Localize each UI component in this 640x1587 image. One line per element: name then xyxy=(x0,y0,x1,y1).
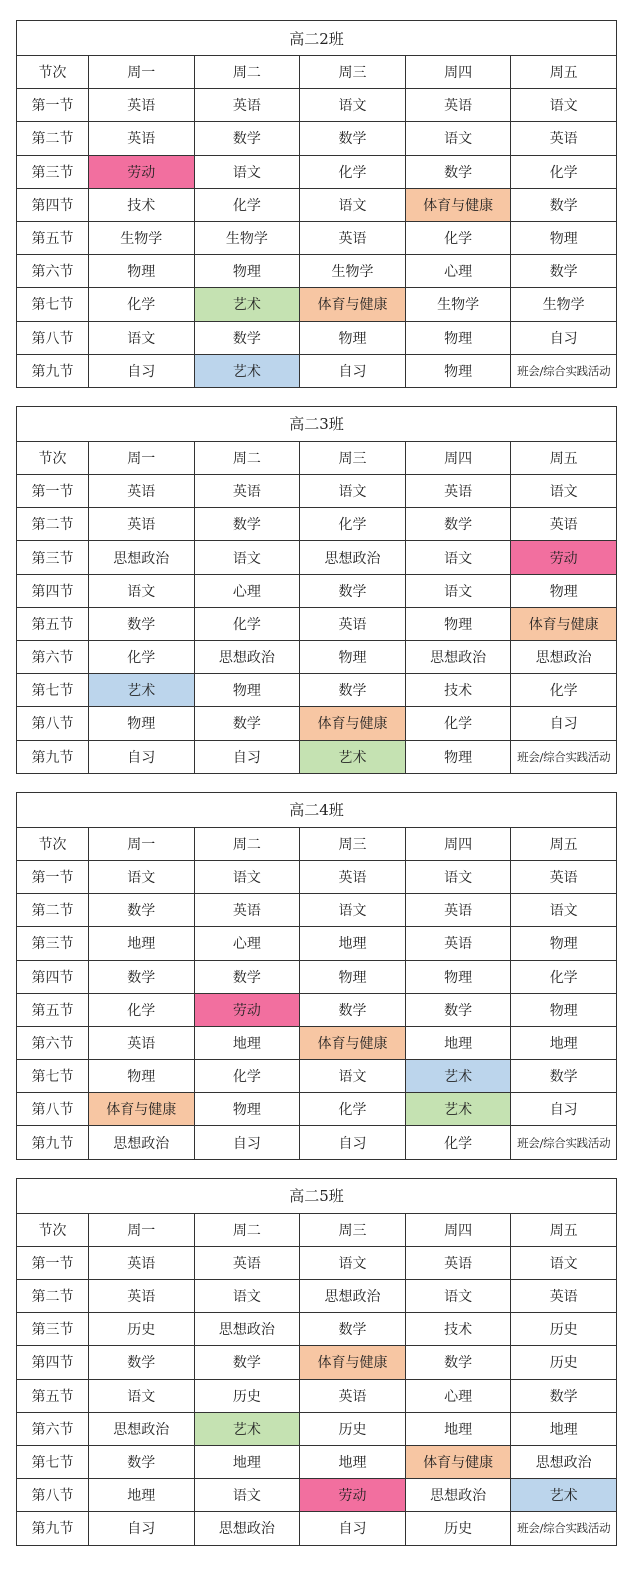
subject-cell: 数学 xyxy=(300,574,406,607)
header-period: 节次 xyxy=(17,441,89,474)
subject-cell: 艺术 xyxy=(405,1060,511,1093)
subject-cell: 地理 xyxy=(194,1026,300,1059)
timetable-class-2 xyxy=(16,406,617,774)
subject-cell: 艺术 xyxy=(89,674,195,707)
subject-cell: 劳动 xyxy=(511,541,617,574)
subject-cell: 思想政治 xyxy=(300,541,406,574)
subject-cell: 地理 xyxy=(405,1412,511,1445)
subject-cell: 自习 xyxy=(511,321,617,354)
period-label: 第四节 xyxy=(17,574,89,607)
period-label: 第七节 xyxy=(17,288,89,321)
subject-cell: 语文 xyxy=(511,475,617,508)
period-label: 第二节 xyxy=(17,508,89,541)
subject-cell: 化学 xyxy=(300,508,406,541)
subject-cell: 地理 xyxy=(89,927,195,960)
subject-cell: 英语 xyxy=(89,1246,195,1279)
subject-cell: 生物学 xyxy=(511,288,617,321)
period-label: 第四节 xyxy=(17,188,89,221)
subject-cell: 思想政治 xyxy=(194,641,300,674)
period-label: 第九节 xyxy=(17,1512,89,1545)
table-row xyxy=(17,927,617,960)
table-row xyxy=(17,1445,617,1478)
subject-cell: 思想政治 xyxy=(89,1126,195,1159)
subject-cell: 物理 xyxy=(300,641,406,674)
subject-cell: 数学 xyxy=(511,1379,617,1412)
table-row xyxy=(17,1280,617,1313)
header-day: 周四 xyxy=(405,441,511,474)
period-label: 第五节 xyxy=(17,993,89,1026)
subject-cell: 化学 xyxy=(89,993,195,1026)
subject-cell: 数学 xyxy=(511,255,617,288)
subject-cell: 英语 xyxy=(89,1280,195,1313)
subject-cell: 物理 xyxy=(405,321,511,354)
table-row xyxy=(17,1060,617,1093)
subject-cell: 自习 xyxy=(300,1512,406,1545)
subject-cell: 语文 xyxy=(300,475,406,508)
timetable-class-4 xyxy=(16,1178,617,1546)
table-row xyxy=(17,221,617,254)
subject-cell: 思想政治 xyxy=(405,641,511,674)
header-row xyxy=(17,827,617,860)
subject-cell: 语文 xyxy=(511,89,617,122)
subject-cell: 思想政治 xyxy=(511,1445,617,1478)
period-label: 第四节 xyxy=(17,1346,89,1379)
subject-cell: 英语 xyxy=(405,927,511,960)
subject-cell: 物理 xyxy=(405,607,511,640)
table-row xyxy=(17,607,617,640)
subject-cell: 物理 xyxy=(89,255,195,288)
table-row xyxy=(17,1126,617,1159)
header-row xyxy=(17,1213,617,1246)
subject-cell: 英语 xyxy=(300,1379,406,1412)
table-row xyxy=(17,740,617,773)
subject-cell: 语文 xyxy=(89,574,195,607)
subject-cell: 艺术 xyxy=(194,288,300,321)
subject-cell: 化学 xyxy=(194,188,300,221)
header-day: 周四 xyxy=(405,1213,511,1246)
table-row xyxy=(17,674,617,707)
subject-cell: 英语 xyxy=(511,122,617,155)
subject-cell: 技术 xyxy=(405,674,511,707)
subject-cell: 体育与健康 xyxy=(300,1026,406,1059)
table-row xyxy=(17,255,617,288)
period-label: 第七节 xyxy=(17,1445,89,1478)
subject-cell: 思想政治 xyxy=(194,1512,300,1545)
period-label: 第六节 xyxy=(17,1026,89,1059)
table-row xyxy=(17,993,617,1026)
subject-cell: 劳动 xyxy=(194,993,300,1026)
subject-cell: 生物学 xyxy=(300,255,406,288)
subject-cell: 数学 xyxy=(89,1346,195,1379)
subject-cell: 历史 xyxy=(511,1346,617,1379)
timetable-class-3 xyxy=(16,792,617,1160)
subject-cell: 物理 xyxy=(300,321,406,354)
subject-cell: 英语 xyxy=(194,894,300,927)
subject-cell: 心理 xyxy=(405,255,511,288)
period-label: 第三节 xyxy=(17,541,89,574)
header-day: 周三 xyxy=(300,1213,406,1246)
subject-cell: 语文 xyxy=(405,574,511,607)
period-label: 第三节 xyxy=(17,155,89,188)
class-title: 高二4班 xyxy=(17,792,617,827)
subject-cell: 体育与健康 xyxy=(511,607,617,640)
period-label: 第三节 xyxy=(17,927,89,960)
subject-cell: 心理 xyxy=(194,574,300,607)
subject-cell: 语文 xyxy=(300,188,406,221)
subject-cell: 思想政治 xyxy=(511,641,617,674)
subject-cell: 英语 xyxy=(300,860,406,893)
subject-cell: 艺术 xyxy=(405,1093,511,1126)
period-label: 第九节 xyxy=(17,1126,89,1159)
subject-cell: 劳动 xyxy=(89,155,195,188)
subject-cell: 思想政治 xyxy=(89,1412,195,1445)
subject-cell: 语文 xyxy=(194,541,300,574)
subject-cell: 英语 xyxy=(405,894,511,927)
table-row xyxy=(17,860,617,893)
subject-cell: 化学 xyxy=(405,1126,511,1159)
subject-cell: 心理 xyxy=(194,927,300,960)
table-row xyxy=(17,1379,617,1412)
table-row xyxy=(17,1512,617,1545)
subject-cell: 化学 xyxy=(511,155,617,188)
subject-cell: 数学 xyxy=(194,707,300,740)
subject-cell: 语文 xyxy=(300,1246,406,1279)
subject-cell: 体育与健康 xyxy=(300,707,406,740)
subject-cell: 地理 xyxy=(300,927,406,960)
header-day: 周二 xyxy=(194,441,300,474)
period-label: 第七节 xyxy=(17,674,89,707)
table-row xyxy=(17,1246,617,1279)
period-label: 第四节 xyxy=(17,960,89,993)
subject-cell: 英语 xyxy=(89,508,195,541)
subject-cell: 物理 xyxy=(194,1093,300,1126)
subject-cell: 数学 xyxy=(89,960,195,993)
subject-cell: 物理 xyxy=(405,740,511,773)
subject-cell: 语文 xyxy=(405,122,511,155)
header-day: 周二 xyxy=(194,827,300,860)
subject-cell: 物理 xyxy=(89,707,195,740)
subject-cell: 物理 xyxy=(89,1060,195,1093)
subject-cell: 自习 xyxy=(89,740,195,773)
header-day: 周四 xyxy=(405,56,511,89)
header-day: 周二 xyxy=(194,56,300,89)
subject-cell: 数学 xyxy=(194,122,300,155)
table-row xyxy=(17,288,617,321)
subject-cell: 自习 xyxy=(511,1093,617,1126)
header-day: 周五 xyxy=(511,1213,617,1246)
table-row xyxy=(17,321,617,354)
subject-cell: 心理 xyxy=(405,1379,511,1412)
subject-cell: 自习 xyxy=(89,1512,195,1545)
subject-cell: 语文 xyxy=(194,1479,300,1512)
subject-cell: 语文 xyxy=(511,894,617,927)
subject-cell: 班会/综合实践活动 xyxy=(511,740,617,773)
subject-cell: 体育与健康 xyxy=(300,288,406,321)
period-label: 第八节 xyxy=(17,321,89,354)
table-row xyxy=(17,1093,617,1126)
subject-cell: 语文 xyxy=(194,860,300,893)
subject-cell: 历史 xyxy=(511,1313,617,1346)
subject-cell: 数学 xyxy=(89,607,195,640)
period-label: 第二节 xyxy=(17,122,89,155)
period-label: 第二节 xyxy=(17,1280,89,1313)
subject-cell: 语文 xyxy=(300,1060,406,1093)
table-row xyxy=(17,1313,617,1346)
header-row xyxy=(17,441,617,474)
subject-cell: 数学 xyxy=(511,1060,617,1093)
header-day: 周一 xyxy=(89,827,195,860)
subject-cell: 地理 xyxy=(89,1479,195,1512)
period-label: 第一节 xyxy=(17,89,89,122)
table-row xyxy=(17,354,617,387)
subject-cell: 数学 xyxy=(405,508,511,541)
subject-cell: 生物学 xyxy=(89,221,195,254)
subject-cell: 英语 xyxy=(405,89,511,122)
subject-cell: 化学 xyxy=(300,155,406,188)
subject-cell: 自习 xyxy=(194,740,300,773)
subject-cell: 班会/综合实践活动 xyxy=(511,354,617,387)
period-label: 第五节 xyxy=(17,221,89,254)
subject-cell: 地理 xyxy=(511,1412,617,1445)
subject-cell: 语文 xyxy=(89,321,195,354)
subject-cell: 自习 xyxy=(300,1126,406,1159)
subject-cell: 英语 xyxy=(89,475,195,508)
header-row xyxy=(17,56,617,89)
subject-cell: 英语 xyxy=(511,508,617,541)
period-label: 第八节 xyxy=(17,1093,89,1126)
subject-cell: 自习 xyxy=(194,1126,300,1159)
period-label: 第五节 xyxy=(17,607,89,640)
subject-cell: 数学 xyxy=(194,1346,300,1379)
subject-cell: 语文 xyxy=(194,155,300,188)
header-period: 节次 xyxy=(17,827,89,860)
header-period: 节次 xyxy=(17,1213,89,1246)
table-row xyxy=(17,707,617,740)
subject-cell: 数学 xyxy=(89,1445,195,1478)
header-period: 节次 xyxy=(17,56,89,89)
timetables-container xyxy=(16,20,616,1564)
subject-cell: 艺术 xyxy=(194,354,300,387)
subject-cell: 体育与健康 xyxy=(300,1346,406,1379)
table-row xyxy=(17,641,617,674)
period-label: 第七节 xyxy=(17,1060,89,1093)
header-day: 周三 xyxy=(300,827,406,860)
header-day: 周一 xyxy=(89,56,195,89)
subject-cell: 英语 xyxy=(194,89,300,122)
subject-cell: 生物学 xyxy=(405,288,511,321)
subject-cell: 数学 xyxy=(300,122,406,155)
subject-cell: 自习 xyxy=(89,354,195,387)
subject-cell: 语文 xyxy=(89,1379,195,1412)
subject-cell: 化学 xyxy=(89,288,195,321)
subject-cell: 语文 xyxy=(300,894,406,927)
table-row xyxy=(17,1479,617,1512)
subject-cell: 语文 xyxy=(405,541,511,574)
subject-cell: 数学 xyxy=(405,1346,511,1379)
subject-cell: 数学 xyxy=(300,993,406,1026)
table-row xyxy=(17,541,617,574)
subject-cell: 艺术 xyxy=(511,1479,617,1512)
period-label: 第一节 xyxy=(17,860,89,893)
subject-cell: 物理 xyxy=(511,927,617,960)
subject-cell: 技术 xyxy=(405,1313,511,1346)
table-row xyxy=(17,574,617,607)
subject-cell: 语文 xyxy=(300,89,406,122)
table-row xyxy=(17,475,617,508)
subject-cell: 英语 xyxy=(89,122,195,155)
header-day: 周三 xyxy=(300,441,406,474)
subject-cell: 化学 xyxy=(194,1060,300,1093)
header-day: 周一 xyxy=(89,441,195,474)
subject-cell: 英语 xyxy=(511,860,617,893)
table-row xyxy=(17,894,617,927)
subject-cell: 地理 xyxy=(194,1445,300,1478)
table-row xyxy=(17,1412,617,1445)
header-day: 周二 xyxy=(194,1213,300,1246)
period-label: 第三节 xyxy=(17,1313,89,1346)
subject-cell: 体育与健康 xyxy=(405,1445,511,1478)
table-row xyxy=(17,188,617,221)
subject-cell: 数学 xyxy=(300,674,406,707)
subject-cell: 班会/综合实践活动 xyxy=(511,1512,617,1545)
table-row xyxy=(17,89,617,122)
period-label: 第九节 xyxy=(17,354,89,387)
header-day: 周四 xyxy=(405,827,511,860)
subject-cell: 语文 xyxy=(405,1280,511,1313)
table-row xyxy=(17,508,617,541)
header-day: 周五 xyxy=(511,441,617,474)
period-label: 第八节 xyxy=(17,1479,89,1512)
subject-cell: 数学 xyxy=(89,894,195,927)
header-day: 周一 xyxy=(89,1213,195,1246)
subject-cell: 地理 xyxy=(300,1445,406,1478)
subject-cell: 数学 xyxy=(405,155,511,188)
subject-cell: 物理 xyxy=(511,221,617,254)
subject-cell: 思想政治 xyxy=(194,1313,300,1346)
subject-cell: 化学 xyxy=(511,960,617,993)
table-row xyxy=(17,122,617,155)
period-label: 第六节 xyxy=(17,1412,89,1445)
class-title: 高二5班 xyxy=(17,1178,617,1213)
table-row xyxy=(17,960,617,993)
subject-cell: 历史 xyxy=(300,1412,406,1445)
subject-cell: 英语 xyxy=(405,475,511,508)
period-label: 第六节 xyxy=(17,255,89,288)
subject-cell: 数学 xyxy=(511,188,617,221)
subject-cell: 化学 xyxy=(405,221,511,254)
subject-cell: 英语 xyxy=(405,1246,511,1279)
class-title: 高二3班 xyxy=(17,406,617,441)
table-row xyxy=(17,1346,617,1379)
subject-cell: 英语 xyxy=(194,475,300,508)
subject-cell: 自习 xyxy=(300,354,406,387)
subject-cell: 英语 xyxy=(300,607,406,640)
subject-cell: 化学 xyxy=(89,641,195,674)
table-row xyxy=(17,1026,617,1059)
header-day: 周五 xyxy=(511,56,617,89)
period-label: 第九节 xyxy=(17,740,89,773)
subject-cell: 体育与健康 xyxy=(405,188,511,221)
subject-cell: 语文 xyxy=(89,860,195,893)
subject-cell: 语文 xyxy=(194,1280,300,1313)
subject-cell: 英语 xyxy=(511,1280,617,1313)
subject-cell: 历史 xyxy=(405,1512,511,1545)
period-label: 第一节 xyxy=(17,475,89,508)
period-label: 第八节 xyxy=(17,707,89,740)
subject-cell: 艺术 xyxy=(194,1412,300,1445)
subject-cell: 语文 xyxy=(511,1246,617,1279)
subject-cell: 化学 xyxy=(194,607,300,640)
subject-cell: 语文 xyxy=(405,860,511,893)
subject-cell: 劳动 xyxy=(300,1479,406,1512)
header-day: 周五 xyxy=(511,827,617,860)
subject-cell: 思想政治 xyxy=(89,541,195,574)
subject-cell: 物理 xyxy=(194,255,300,288)
subject-cell: 英语 xyxy=(194,1246,300,1279)
timetable-class-1 xyxy=(16,20,617,388)
table-row xyxy=(17,155,617,188)
subject-cell: 数学 xyxy=(194,321,300,354)
subject-cell: 数学 xyxy=(194,508,300,541)
subject-cell: 体育与健康 xyxy=(89,1093,195,1126)
subject-cell: 艺术 xyxy=(300,740,406,773)
subject-cell: 地理 xyxy=(511,1026,617,1059)
subject-cell: 英语 xyxy=(89,89,195,122)
period-label: 第六节 xyxy=(17,641,89,674)
subject-cell: 英语 xyxy=(300,221,406,254)
subject-cell: 地理 xyxy=(405,1026,511,1059)
subject-cell: 物理 xyxy=(511,574,617,607)
subject-cell: 化学 xyxy=(405,707,511,740)
subject-cell: 思想政治 xyxy=(405,1479,511,1512)
subject-cell: 物理 xyxy=(511,993,617,1026)
period-label: 第一节 xyxy=(17,1246,89,1279)
subject-cell: 思想政治 xyxy=(300,1280,406,1313)
subject-cell: 历史 xyxy=(194,1379,300,1412)
subject-cell: 物理 xyxy=(194,674,300,707)
period-label: 第五节 xyxy=(17,1379,89,1412)
subject-cell: 物理 xyxy=(405,960,511,993)
subject-cell: 自习 xyxy=(511,707,617,740)
subject-cell: 数学 xyxy=(300,1313,406,1346)
subject-cell: 数学 xyxy=(194,960,300,993)
period-label: 第二节 xyxy=(17,894,89,927)
subject-cell: 生物学 xyxy=(194,221,300,254)
subject-cell: 化学 xyxy=(300,1093,406,1126)
subject-cell: 英语 xyxy=(89,1026,195,1059)
subject-cell: 历史 xyxy=(89,1313,195,1346)
class-title: 高二2班 xyxy=(17,21,617,56)
subject-cell: 技术 xyxy=(89,188,195,221)
subject-cell: 数学 xyxy=(405,993,511,1026)
header-day: 周三 xyxy=(300,56,406,89)
subject-cell: 班会/综合实践活动 xyxy=(511,1126,617,1159)
subject-cell: 物理 xyxy=(405,354,511,387)
subject-cell: 物理 xyxy=(300,960,406,993)
subject-cell: 化学 xyxy=(511,674,617,707)
